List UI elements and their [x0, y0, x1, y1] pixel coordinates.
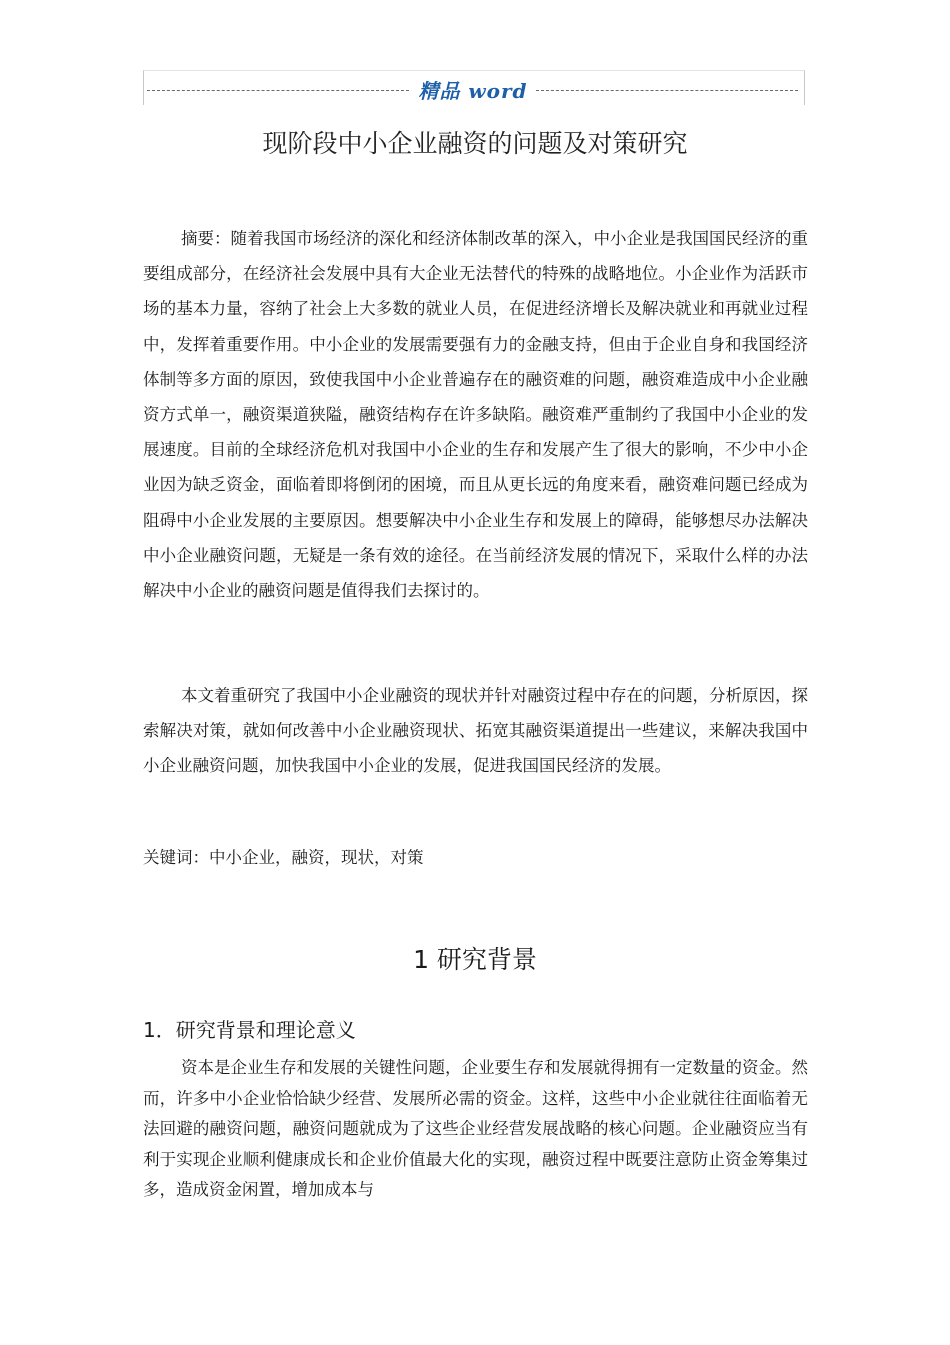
section-heading: 1 研究背景: [413, 945, 537, 974]
subsection-heading: 1．研究背景和理论意义: [143, 1018, 356, 1042]
document-title: 现阶段中小企业融资的问题及对策研究: [262, 129, 688, 158]
section-body-paragraph: 资本是企业生存和发展的关键性问题，企业要生存和发展就得拥有一定数量的资金。然而，许多中小企业恰恰缺少经营、发展所必需的资金。这样，这些中小企业就往往面临着无法回避的融资问题，融资问题就成为了这些企业经营发展战略的核心问题。企业融资应当有利于实现企业顺利健康成长和企业价值最大化的实现，融资过程中既要注意防止资金筹集过多，造成资金闲置，增加成本与: [143, 1058, 808, 1200]
abstract-paragraph-2: 本文着重研究了我国中小企业融资的现状并针对融资过程中存在的问题，分析原因，探索解决对策，就如何改善中小企业融资现状、拓宽其融资渠道提出一些建议，来解决我国中小企业融资问题，加快我国中小企业的发展，促进我国国民经济的发展。: [143, 686, 808, 776]
header-dashed-rule-right: [536, 90, 798, 91]
header-dashed-rule-left: [147, 90, 409, 91]
page-header-banner: [143, 70, 805, 105]
abstract-paragraph-1: 摘要：随着我国市场经济的深化和经济体制改革的深入，中小企业是我国国民经济的重要组成部分，在经济社会发展中具有大企业无法替代的特殊的战略地位。小企业作为活跃市场的基本力量，容纳了社会上大多数的就业人员，在促进经济增长及解决就业和再就业过程中，发挥着重要作用。中小企业的发展需要强有力的金融支持，但由于企业自身和我国经济体制等多方面的原因，致使我国中小企业普遍存在的融资难的问题，融资难造成中小企业融资方式单一，融资渠道狭隘，融资结构存在许多缺陷。融资难严重制约了我国中小企业的发展速度。目前的全球经济危机对我国中小企业的生存和发展产生了很大的影响，不少中小企业因为缺乏资金，面临着即将倒闭的困境，而且从更长远的角度来看，融资难问题已经成为阻碍中小企业发展的主要原因。想要解决中小企业生存和发展上的障碍，能够想尽办法解决中小企业融资问题，无疑是一条有效的途径。在当前经济发展的情况下，采取什么样的办法解决中小企业的融资问题是值得我们去探讨的。: [143, 229, 808, 601]
keywords-line: 关键词：中小企业，融资，现状，对策: [143, 848, 424, 867]
header-banner-text: 精品 word: [418, 79, 528, 103]
